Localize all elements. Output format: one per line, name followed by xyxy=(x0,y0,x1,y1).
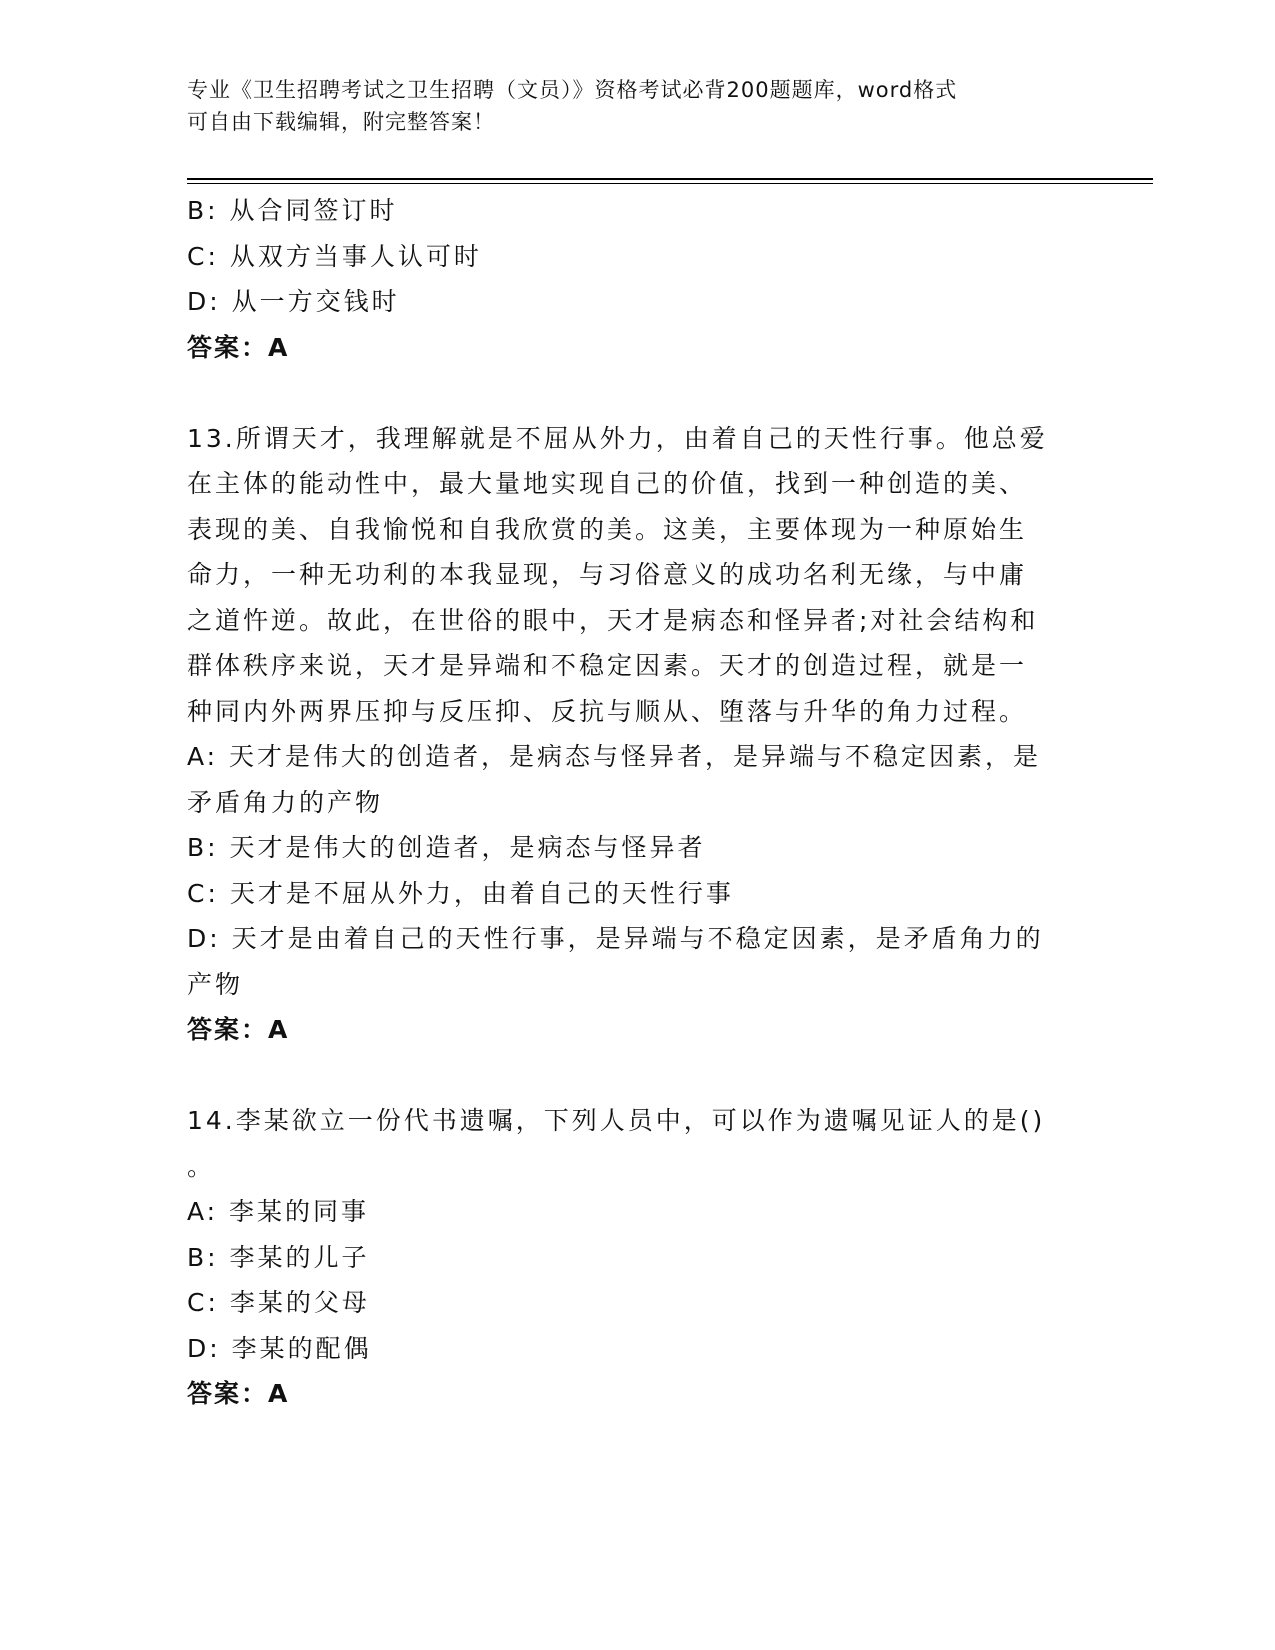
q13-option-b: B: 天才是伟大的创造者，是病态与怪异者 xyxy=(187,833,706,862)
q13-stem-line: 群体秩序来说，天才是异端和不稳定因素。天才的创造过程，就是一 xyxy=(187,651,1028,680)
q14-option-a: A: 李某的同事 xyxy=(187,1197,370,1226)
q14-answer: 答案：A xyxy=(187,1379,290,1408)
q14-option-c: C: 李某的父母 xyxy=(187,1288,370,1317)
header-divider-thick xyxy=(187,178,1153,180)
q13-stem-line: 命力，一种无功利的本我显现，与习俗意义的成功名利无缘，与中庸 xyxy=(187,560,1028,589)
q13-stem-line: 种同内外两界压抑与反压抑、反抗与顺从、堕落与升华的角力过程。 xyxy=(187,696,1028,726)
spacer xyxy=(187,1053,1092,1099)
q12-answer: 答案：A xyxy=(187,332,290,362)
q13-option-d-line: 产物 xyxy=(187,969,244,999)
question-14 xyxy=(187,1098,1092,1417)
q13-answer: 答案：A xyxy=(187,1015,290,1044)
page-header xyxy=(187,74,1087,138)
q13-stem-line: 在主体的能动性中，最大量地实现自己的价值，找到一种创造的美、 xyxy=(187,469,1028,498)
q12-option-b: B: 从合同签订时 xyxy=(187,196,398,225)
q14-option-d: D: 李某的配偶 xyxy=(187,1333,372,1363)
q13-stem-line: 之道忤逆。故此，在世俗的眼中，天才是病态和怪异者;对社会结构和 xyxy=(187,605,1039,635)
question-content xyxy=(187,188,1092,1417)
q13-stem-line: 13.所谓天才，我理解就是不屈从外力，由着自己的天性行事。他总爱 xyxy=(187,423,1048,453)
q14-stem-line: 。 xyxy=(187,1151,216,1181)
q14-option-b: B: 李某的儿子 xyxy=(187,1242,370,1272)
header-divider-thin xyxy=(187,183,1153,184)
q13-option-d-line: D: 天才是由着自己的天性行事，是异端与不稳定因素，是矛盾角力的 xyxy=(187,924,1044,953)
q13-stem-line: 表现的美、自我愉悦和自我欣赏的美。这美，主要体现为一种原始生 xyxy=(187,514,1028,544)
q12-option-c: C: 从双方当事人认可时 xyxy=(187,241,482,271)
question-13 xyxy=(187,416,1092,1053)
header-line-2: 可自由下载编辑，附完整答案！ xyxy=(187,110,495,134)
q13-option-a-line: A: 天才是伟大的创造者，是病态与怪异者，是异端与不稳定因素，是 xyxy=(187,742,1042,771)
q12-option-d: D: 从一方交钱时 xyxy=(187,287,400,316)
header-line-1: 专业《卫生招聘考试之卫生招聘（文员）》资格考试必背200题题库，word格式 xyxy=(187,78,958,102)
q13-option-c: C: 天才是不屈从外力，由着自己的天性行事 xyxy=(187,878,734,908)
q13-option-a-line: 矛盾角力的产物 xyxy=(187,787,384,817)
question-12-tail xyxy=(187,188,1092,370)
q14-stem-line: 14.李某欲立一份代书遗嘱，下列人员中，可以作为遗嘱见证人的是() xyxy=(187,1106,1046,1135)
spacer xyxy=(187,370,1092,416)
